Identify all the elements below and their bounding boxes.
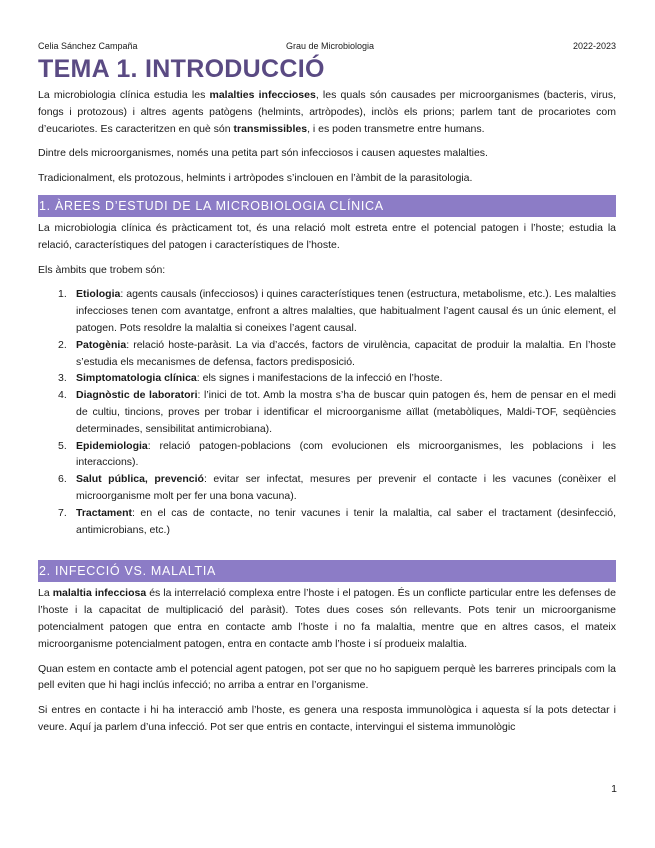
list-item-term: Salut pública, prevenció: [76, 473, 204, 486]
page-header: [38, 40, 616, 52]
section-1-heading-text: 1. ÀREES D’ESTUDI DE LA MICROBIOLOGIA CLÍNICA: [39, 198, 384, 213]
study-areas-list: [38, 286, 616, 538]
list-item-term: Tractament: [76, 506, 133, 519]
list-item-number: 5.: [58, 439, 67, 452]
list-item-text: : l’inici de tot. Amb la mostra s’ha de buscar quin patogen és, hem de pensar en el medi de cultiu, tincions, proves per trobar i identificar el microorganisme aïllat (metabòliques, Maldi-TOF, seqüències determinades, sensibilitat antimicrobiana).: [76, 389, 616, 435]
section-2-p1-bold-term: malaltia infecciosa: [52, 587, 147, 600]
section-1-heading: [38, 195, 616, 217]
list-item-term: Simptomatologia clínica: [76, 372, 197, 385]
list-item-number: 7.: [58, 506, 67, 519]
list-item-number: 6.: [58, 473, 67, 486]
list-item: [38, 438, 616, 472]
list-item: [38, 286, 616, 336]
list-item-text: : els signes i manifestacions de la infecció en l’hoste.: [196, 372, 443, 385]
header-year: 2022-2023: [572, 41, 616, 51]
intro-paragraph-2: Dintre dels microorganismes, només una petita part són infecciosos i causen aquestes malalties.: [38, 147, 488, 160]
section-2-paragraph-3: Si entres en contacte i hi ha interacció amb l’hoste, es genera una resposta immunològica i aquesta sí la pots detectar i veure. Aquí ja parlem d’una infecció. Pot ser que entris en contacte, intervingui el sistema immunològic: [38, 704, 616, 733]
document-body: [38, 87, 616, 744]
list-item: [38, 370, 616, 387]
list-item: [38, 505, 616, 539]
page-title: TEMA 1. INTRODUCCIÓ: [38, 55, 325, 83]
section-2-paragraph-1: [38, 585, 616, 652]
section-2-paragraph-2: Quan estem en contacte amb el potencial agent patogen, pot ser que no ho sapiguem perquè les barreres principals com la pell eviten que hi hagi inclús infecció; no arriba a entrar en l’organisme.: [38, 662, 616, 692]
intro-p1-bold-transmissibles: transmissibles: [233, 122, 308, 135]
list-item-term: Diagnòstic de laboratori: [76, 389, 198, 402]
list-item: [38, 387, 616, 437]
intro-p1-text-a: La microbiologia clínica estudia les: [38, 89, 210, 101]
page-number: 1: [611, 783, 617, 795]
section-1-paragraph-2: Els àmbits que trobem són:: [38, 263, 166, 276]
section-2-heading: [38, 560, 616, 582]
intro-paragraph-3: Tradicionalment, els protozous, helmints i artròpodes s’inclouen en l’àmbit de la parasitologia.: [38, 172, 473, 185]
section-1-paragraph-1: La microbiologia clínica és pràcticament tot, és una relació molt estreta entre el potencial patogen i l’hoste; estudia la relació, característiques del patogen i característiques de l’hoste.: [38, 221, 616, 251]
list-item-text: : evitar ser infectat, mesures per prevenir el contacte i les vacunes (conèixer el microorganisme molt per fer una bona vacuna).: [76, 473, 616, 502]
list-item-number: 3.: [58, 372, 67, 385]
intro-p1-text-c: , les quals són causades per microorganismes (bacteris, virus, fongs i protozous) i altres agents patògens (helmints, artròpodes), inclòs els prions; parlem tant de procariotes com d’eucariotes. Es caracteritzen en què són: [38, 89, 616, 135]
intro-p1-bold-malalties: malalties infeccioses: [209, 89, 316, 101]
list-item-term: Etiologia: [76, 288, 121, 301]
list-item-text: : relació patogen-poblacions (com evolucionen els microorganismes, les poblacions i les interaccions).: [76, 439, 616, 469]
intro-p1-text-e: , i es poden transmetre entre humans.: [307, 122, 485, 135]
list-item-number: 1.: [58, 288, 67, 301]
intro-paragraph-1: [38, 87, 616, 137]
list-item: [38, 337, 616, 371]
section-2-p1-text-c: és la interrelació complexa entre l’hoste i el patogen. És un conflicte particular entre les defenses de l’hoste i la capacitat de multiplicació del paràsit). Totes dues coses són rellevants. Pots tenir un microorganisme potencialment patogen que entra en contacte amb l’hoste i no fa malaltia, mentre que en altres casos, el mateix microorganisme potencialment patogen, entra en contacte amb l’hoste i sí produeix malaltia.: [38, 587, 616, 650]
header-author: Celia Sánchez Campaña: [38, 41, 138, 51]
list-item-number: 2.: [58, 338, 67, 351]
list-item-number: 4.: [58, 389, 67, 402]
header-course: Grau de Microbiologia: [286, 41, 375, 51]
list-item-term: Epidemiologia: [76, 439, 148, 452]
section-2-p1-text-a: La: [38, 587, 53, 600]
list-item: [38, 471, 616, 505]
section-2-heading-text: 2. INFECCIÓ VS. MALALTIA: [39, 564, 217, 579]
list-item-term: Patogènia: [76, 338, 127, 351]
list-item-text: : relació hoste-paràsit. La via d’accés, factors de virulència, capacitat de produir la malaltia. En l’hoste s’estudia els mecanismes de defensa, factors predisposició.: [76, 338, 616, 368]
list-item-text: : en el cas de contacte, no tenir vacunes i tenir la malaltia, cal saber el tractament (desinfecció, antimicrobians, etc.): [76, 506, 616, 536]
list-item-text: : agents causals (infecciosos) i quines característiques tenen (estructura, metabolisme, etc.). Les malalties infeccioses tenen com avantatge, enfront a altres malalties, que habitualment l’agent causal és un únic element, el patogen. Pots resoldre la malaltia si coneixes l’agent causal.: [76, 288, 616, 334]
